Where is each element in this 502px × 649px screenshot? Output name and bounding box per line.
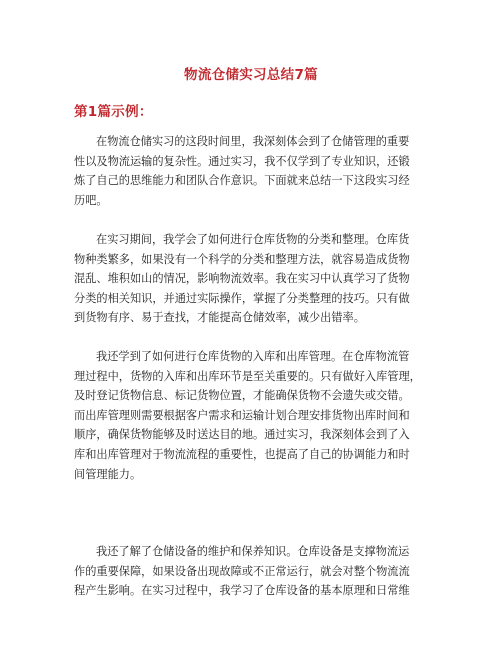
paragraph-line: 及时登记货物信息、标记货物位置，才能确保货物不会遗失或交错。 [74,389,410,403]
paragraph-line: 在实习期间，我学会了如何进行仓库货物的分类和整理。仓库货 [96,233,410,246]
paragraph-line: 而出库管理则需要根据客户需求和运输计划合理安排货物出库时间和 [74,408,410,422]
paragraph-2 [74,230,434,328]
paragraph-line: 间管理能力。 [74,467,142,481]
paragraph-line: 混乱、堆积如山的情况，影响物流效率。我在实习中认真学习了货物 [74,272,410,286]
paragraph-line: 我还学到了如何进行仓库货物的入库和出库管理。在仓库物流管 [96,350,410,363]
paragraph-1 [74,132,434,210]
paragraph-line: 历吧。 [74,193,108,207]
paragraph-4 [74,542,434,601]
paragraph-3 [74,347,434,484]
paragraph-line: 在物流仓储实习的这段时间里，我深刻体会到了仓储管理的重要 [96,135,410,148]
paragraph-line: 作的重要保障，如果设备出现故障或不正常运行，就会对整个物流流 [74,564,410,578]
paragraph-line: 程产生影响。在实习过程中，我学习了仓库设备的基本原理和日常维 [74,584,410,598]
section-heading: 第1篇示例： [74,104,153,120]
paragraph-line: 物种类繁多，如果没有一个科学的分类和整理方法，就容易造成货物 [74,252,410,266]
paragraph-line: 分类的相关知识，并通过实际操作，掌握了分类整理的技巧。只有做 [74,291,410,305]
paragraph-line: 顺序，确保货物能够及时送达目的地。通过实习，我深刻体会到了入 [74,428,410,442]
paragraph-line: 理过程中，货物的入库和出库环节是至关重要的。只有做好入库管理， [74,369,421,383]
paragraph-line: 到货物有序、易于查找，才能提高仓储效率，减少出错率。 [74,311,365,325]
paragraph-line: 库和出库管理对于物流流程的重要性，也提高了自己的协调能力和时 [74,447,410,461]
paragraph-line: 性以及物流运输的复杂性。通过实习，我不仅学到了专业知识，还锻 [74,154,410,168]
paragraph-line: 炼了自己的思维能力和团队合作意识。下面就来总结一下这段实习经 [74,174,410,188]
document-title: 物流仓储实习总结7篇 [184,67,318,83]
paragraph-line: 我还了解了仓储设备的维护和保养知识。仓库设备是支撑物流运 [96,545,410,558]
